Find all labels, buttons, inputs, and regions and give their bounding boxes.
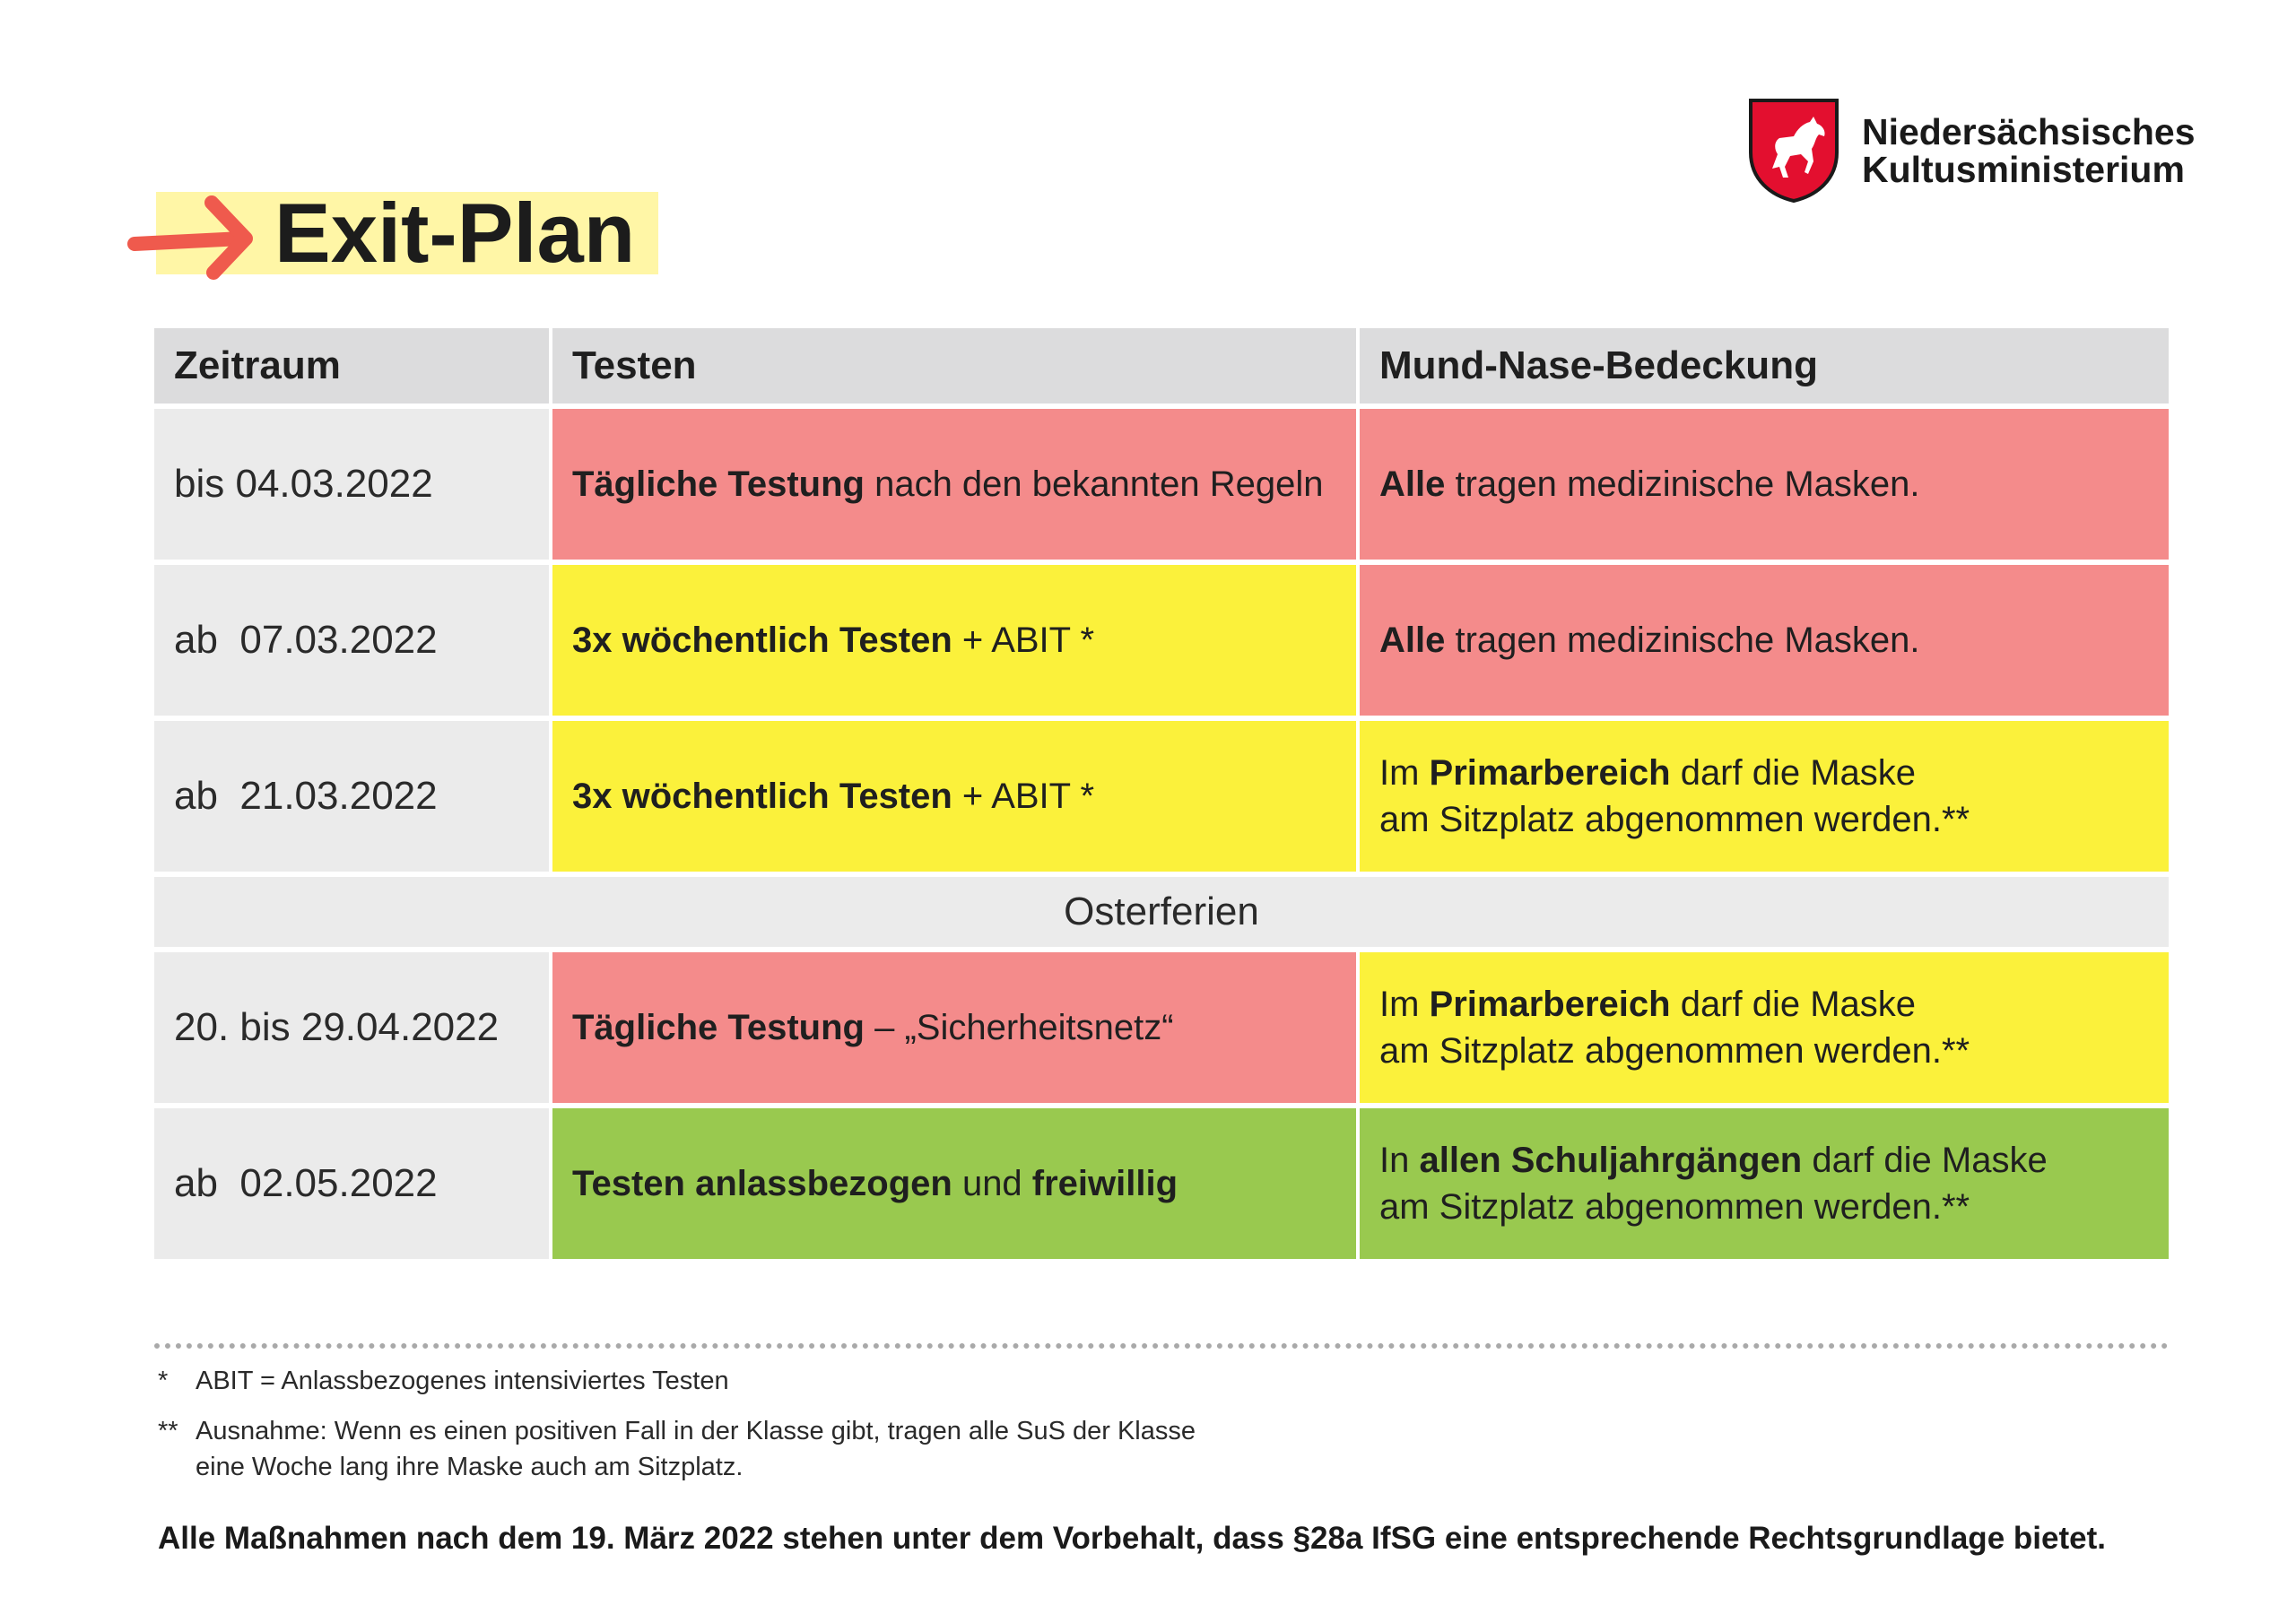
- header-zeitraum: Zeitraum: [154, 328, 549, 404]
- maske-bold: Alle: [1379, 621, 1446, 660]
- table-row: [154, 565, 2169, 716]
- testen-bold: Testen anlassbezogen: [572, 1164, 952, 1203]
- table-row: [154, 952, 2169, 1103]
- maske-bold: Primarbereich: [1429, 753, 1671, 793]
- maske-line2: am Sitzplatz abgenommen werden.**: [1379, 800, 1970, 839]
- maske-rest: darf die Maske: [1802, 1141, 2048, 1180]
- testen-bold: 3x wöchentlich Testen: [572, 621, 952, 660]
- zeitraum-cell: ab 07.03.2022: [154, 565, 549, 716]
- footnote-1-mark: *: [158, 1367, 169, 1395]
- testen-bold-2: freiwillig: [1031, 1164, 1178, 1203]
- table-row: [154, 721, 2169, 872]
- table-header-row: [154, 328, 2169, 404]
- maske-cell: [1360, 721, 2169, 872]
- maske-bold: Alle: [1379, 464, 1446, 504]
- maske-line2: am Sitzplatz abgenommen werden.**: [1379, 1031, 1970, 1071]
- table-row: [154, 1108, 2169, 1259]
- exit-plan-table: [154, 328, 2169, 1264]
- maske-pre: Im: [1379, 985, 1430, 1024]
- logo-line-2: Kultusministerium: [1862, 149, 2185, 190]
- logo-line-1: Niedersächsisches: [1862, 111, 2196, 152]
- footnote-2: [158, 1413, 1196, 1485]
- logo-text: [1862, 113, 2196, 188]
- testen-cell: [552, 409, 1356, 560]
- zeitraum-cell: ab 21.03.2022: [154, 721, 549, 872]
- testen-cell: [552, 565, 1356, 716]
- maske-rest: darf die Maske: [1670, 753, 1917, 793]
- footnote-1-text: ABIT = Anlassbezogenes intensiviertes Testen: [196, 1367, 729, 1395]
- testen-cell: [552, 721, 1356, 872]
- maske-bold: Primarbereich: [1429, 985, 1671, 1024]
- arrow-right-icon: [126, 190, 260, 280]
- testen-mid: und: [952, 1164, 1032, 1203]
- footnote-2-line-1: Ausnahme: Wenn es einen positiven Fall in der Klasse gibt, tragen alle SuS der Klasse: [196, 1417, 1196, 1445]
- maske-line2: am Sitzplatz abgenommen werden.**: [1379, 1187, 1970, 1227]
- testen-bold: Tägliche Testung: [572, 464, 865, 504]
- maske-pre: In: [1379, 1141, 1420, 1180]
- header-testen: Testen: [552, 328, 1356, 404]
- saxony-horse-shield-icon: [1747, 97, 1840, 204]
- testen-rest: + ABIT *: [952, 777, 1095, 816]
- testen-bold: 3x wöchentlich Testen: [572, 777, 952, 816]
- footnote-1: [158, 1363, 729, 1399]
- page-title: Exit-Plan: [274, 186, 636, 280]
- testen-rest: + ABIT *: [952, 621, 1095, 660]
- table-row: [154, 409, 2169, 560]
- header-maske: Mund-Nase-Bedeckung: [1360, 328, 2169, 404]
- maske-bold: allen Schuljahrgängen: [1419, 1141, 1803, 1180]
- legal-note: Alle Maßnahmen nach dem 19. März 2022 stehen unter dem Vorbehalt, dass §28a IfSG eine entsprechende Rechtsgrundlage bietet.: [158, 1521, 2106, 1556]
- zeitraum-cell: 20. bis 29.04.2022: [154, 952, 549, 1103]
- maske-rest: darf die Maske: [1670, 985, 1917, 1024]
- testen-cell: [552, 1108, 1356, 1259]
- zeitraum-cell: ab 02.05.2022: [154, 1108, 549, 1259]
- maske-cell: [1360, 1108, 2169, 1259]
- testen-rest: – „Sicherheitsnetz“: [864, 1008, 1174, 1047]
- maske-cell: [1360, 565, 2169, 716]
- maske-cell: [1360, 952, 2169, 1103]
- footnote-2-mark: **: [158, 1417, 178, 1445]
- testen-cell: [552, 952, 1356, 1103]
- testen-bold: Tägliche Testung: [572, 1008, 865, 1047]
- zeitraum-cell: bis 04.03.2022: [154, 409, 549, 560]
- title-block: [126, 188, 664, 278]
- maske-rest: tragen medizinische Masken.: [1445, 464, 1920, 504]
- maske-cell: [1360, 409, 2169, 560]
- dotted-divider: [154, 1343, 2169, 1349]
- maske-rest: tragen medizinische Masken.: [1445, 621, 1920, 660]
- maske-pre: Im: [1379, 753, 1430, 793]
- ministry-logo: [1747, 97, 2196, 204]
- testen-rest: nach den bekannten Regeln: [864, 464, 1324, 504]
- osterferien-row: Osterferien: [154, 877, 2169, 947]
- footnote-2-line-2: eine Woche lang ihre Maske auch am Sitzplatz.: [196, 1453, 744, 1481]
